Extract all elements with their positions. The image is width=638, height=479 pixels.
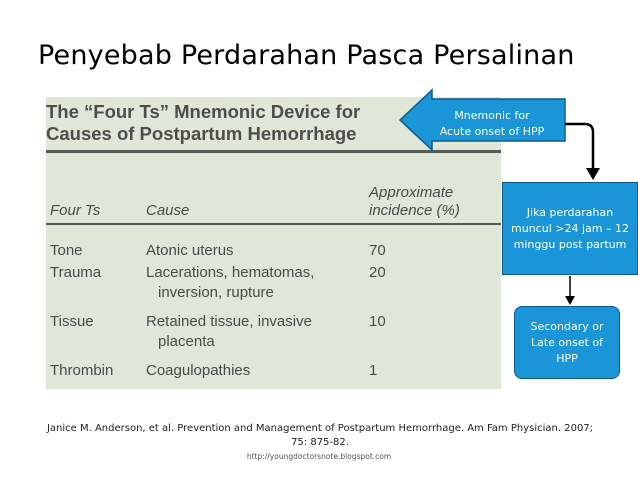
table-row-thrombin-four-t: Thrombin	[50, 362, 114, 379]
table-row-tissue-incidence: 10	[369, 313, 386, 330]
table-row-tissue-cause	[146, 312, 312, 351]
acute-onset-callout-line1: Mnemonic for	[454, 109, 530, 122]
curved-arrow-icon	[555, 118, 615, 188]
citation-line2: 75: 875-82.	[291, 437, 349, 448]
table-row-trauma-cause	[146, 263, 314, 302]
column-header-incidence-line2: incidence (%)	[369, 202, 460, 219]
table-row-tissue-four-t: Tissue	[50, 313, 94, 330]
secondary-onset-box	[514, 306, 620, 379]
down-arrow-icon	[562, 276, 578, 306]
slide-title: Penyebab Perdarahan Pasca Persalinan	[38, 40, 575, 71]
table-heading-line1: The “Four Ts” Mnemonic Device for	[46, 101, 361, 122]
cause-line: Lacerations, hematomas,	[146, 264, 315, 281]
table-row-tone-incidence: 70	[369, 242, 386, 259]
acute-onset-callout-line2: Acute onset of HPP	[439, 125, 545, 138]
source-url-link[interactable]: http://youngdoctorsnote.blogspot.com	[246, 452, 392, 461]
header-divider	[46, 223, 501, 225]
cause-line-cont: inversion, rupture	[158, 283, 274, 301]
acute-onset-callout	[422, 108, 562, 140]
table-heading	[46, 101, 426, 145]
column-header-incidence	[369, 184, 460, 220]
secondary-onset-line3: HPP	[556, 351, 578, 365]
late-condition-box	[502, 182, 638, 275]
table-row-thrombin-cause: Coagulopathies	[146, 362, 251, 379]
table-row-tone-four-t: Tone	[50, 242, 83, 259]
column-header-incidence-line1: Approximate	[369, 184, 454, 201]
late-condition-text: Jika perdarahan muncul >24 jam – 12 minggu post partum	[511, 205, 629, 251]
table-heading-line2: Causes of Postpartum Hemorrhage	[46, 123, 357, 144]
table-row-trauma-incidence: 20	[369, 264, 386, 281]
column-header-four-ts: Four Ts	[50, 202, 101, 219]
citation	[40, 422, 600, 450]
cause-line: Retained tissue, invasive	[146, 313, 312, 330]
secondary-onset-line1: Secondary or	[530, 319, 604, 333]
table-row-tone-cause: Atonic uterus	[146, 242, 234, 259]
cause-line-cont: placenta	[158, 332, 215, 350]
table-row-thrombin-incidence: 1	[369, 362, 378, 379]
column-header-cause: Cause	[146, 202, 190, 219]
table-row-trauma-four-t: Trauma	[50, 264, 102, 281]
secondary-onset-line2: Late onset of	[530, 335, 604, 349]
citation-line1: Janice M. Anderson, et al. Prevention and Management of Postpartum Hemorrhage. Am Fam Physician. 2007;	[46, 423, 594, 434]
